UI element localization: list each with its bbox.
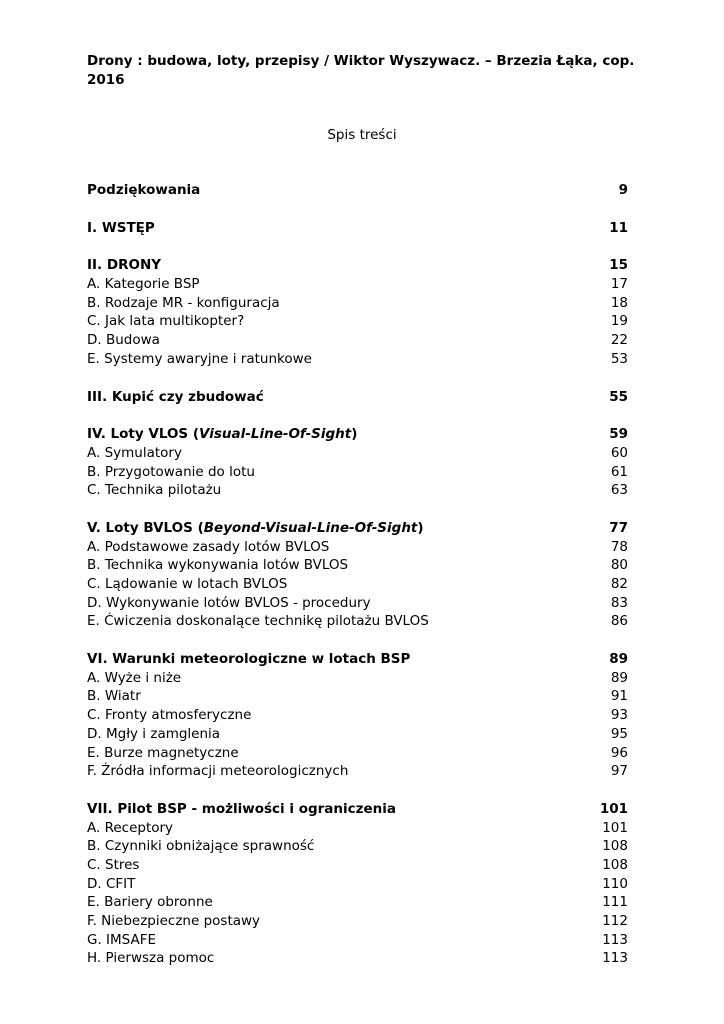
toc-entry-page-number: 93 (610, 707, 628, 724)
toc-entry-page-number: 91 (610, 688, 628, 705)
toc-entry-page-number: 82 (610, 576, 628, 592)
toc-entry-row (87, 893, 628, 912)
toc-entry-page-number: 108 (602, 856, 628, 873)
toc-entry-label: E. Burze magnetyczne (87, 744, 239, 761)
toc-chapter-row (87, 256, 628, 275)
toc-title: Spis treści (327, 127, 397, 143)
toc-entry-page-number: 112 (602, 913, 628, 929)
toc-section (87, 181, 628, 200)
toc-chapter-label: III. Kupić czy zbudować (87, 388, 264, 405)
toc-entry-page-number: 89 (610, 669, 628, 686)
toc-entry-page-number: 80 (610, 557, 628, 574)
toc-entry-page-number: 83 (610, 594, 628, 611)
toc-entry-label: H. Pierwsza pomoc (87, 950, 215, 967)
toc-entry-page-number: 95 (610, 725, 628, 742)
toc-entry-page-number: 63 (610, 482, 628, 499)
toc-chapter-label-suffix: ) (417, 519, 424, 536)
toc-entry-row (87, 762, 628, 781)
toc-entry-label: A. Podstawowe zasady lotów BVLOS (87, 538, 330, 555)
toc-entry-row (87, 463, 628, 482)
toc-entry-label: A. Symulatory (87, 444, 182, 461)
toc-entry-row (87, 294, 628, 313)
toc-entry-label: B. Czynniki obniżające sprawność (87, 838, 315, 855)
toc-entry-label: D. Budowa (87, 332, 160, 349)
toc-chapter-label-italic: Beyond-Visual-Line-Of-Sight (203, 519, 418, 536)
toc-entry-page-number: 108 (602, 838, 628, 855)
toc-entry-page-number: 101 (602, 819, 628, 836)
toc-entry-label: C. Fronty atmosferyczne (87, 707, 252, 724)
toc-entry-label: B. Wiatr (87, 688, 141, 705)
toc-entry-label: G. IMSAFE (87, 931, 157, 948)
toc-entry-page-number: 113 (602, 950, 628, 967)
toc-chapter-label (87, 425, 609, 444)
toc-entry-row (87, 725, 628, 744)
toc-section (87, 519, 628, 631)
toc-entry-row (87, 949, 628, 968)
toc-entry-label: A. Kategorie BSP (87, 276, 200, 293)
toc-chapter-label: VI. Warunki meteorologiczne w lotach BSP (87, 651, 411, 668)
toc-chapter-row (87, 519, 628, 538)
toc-entry-label: D. CFIT (87, 875, 136, 892)
toc-entry-page-number: 17 (610, 276, 628, 293)
toc-entry-label: B. Rodzaje MR - konfiguracja (87, 294, 280, 311)
toc-chapter-page-number: 59 (609, 426, 628, 443)
toc-entry-row (87, 575, 628, 594)
toc-entry-page-number: 111 (602, 894, 628, 911)
toc-entry-page-number: 78 (610, 538, 628, 555)
toc-chapter-page-number: 11 (609, 219, 628, 236)
toc-entry-row (87, 312, 628, 331)
toc-chapter-label: I. WSTĘP (87, 219, 155, 236)
toc-entry-row (87, 612, 628, 631)
toc-chapter-page-number: 101 (599, 800, 628, 817)
toc-entry-row (87, 594, 628, 613)
toc-entry-label: C. Stres (87, 856, 140, 873)
toc-entry-page-number: 110 (602, 875, 628, 892)
toc-chapter-row (87, 388, 628, 407)
toc-entry-page-number: 61 (610, 463, 628, 480)
toc-entry-row (87, 744, 628, 763)
toc-entry-label: E. Systemy awaryjne i ratunkowe (87, 350, 312, 367)
toc-chapter-page-number: 89 (609, 651, 628, 668)
toc-entry-row (87, 875, 628, 894)
toc-entry-row (87, 819, 628, 838)
bibliographic-header: Drony : budowa, loty, przepisy / Wiktor Wyszywacz. – Brzezia Łąka, cop. 2016 (87, 53, 635, 88)
toc-section (87, 800, 628, 968)
toc-entry-label: D. Wykonywanie lotów BVLOS - procedury (87, 594, 371, 611)
toc-chapter-row (87, 181, 628, 200)
toc-entry-page-number: 19 (610, 313, 628, 330)
toc-entry-label: C. Technika pilotażu (87, 482, 222, 499)
toc-entry-row (87, 444, 628, 463)
toc-entry-page-number: 60 (610, 444, 628, 461)
toc-entry-page-number: 113 (602, 931, 628, 948)
toc-entry-row (87, 538, 628, 557)
toc-chapter-label: VII. Pilot BSP - możliwości i ograniczenia (87, 800, 397, 817)
table-of-contents (87, 181, 628, 987)
toc-entry-label: A. Receptory (87, 819, 174, 836)
toc-entry-row (87, 687, 628, 706)
toc-entry-label: F. Niebezpieczne postawy (87, 913, 261, 929)
toc-section (87, 219, 628, 238)
toc-entry-row (87, 481, 628, 500)
toc-entry-label: A. Wyże i niże (87, 669, 182, 686)
toc-entry-label: E. Bariery obronne (87, 894, 213, 911)
toc-entry-row (87, 556, 628, 575)
toc-entry-row (87, 669, 628, 688)
toc-entry-row (87, 275, 628, 294)
toc-section (87, 256, 628, 368)
toc-entry-label: C. Lądowanie w lotach BVLOS (87, 576, 288, 592)
toc-chapter-page-number: 77 (609, 519, 628, 536)
toc-chapter-page-number: 15 (609, 257, 628, 274)
toc-chapter-label-prefix: IV. Loty VLOS ( (87, 426, 200, 443)
toc-entry-label: C. Jak lata multikopter? (87, 313, 245, 330)
toc-chapter-label-suffix: ) (351, 426, 358, 443)
toc-chapter-row (87, 800, 628, 819)
toc-entry-row (87, 350, 628, 369)
toc-entry-row (87, 706, 628, 725)
toc-chapter-row (87, 425, 628, 444)
toc-chapter-page-number: 55 (609, 388, 628, 405)
toc-chapter-row (87, 650, 628, 669)
toc-chapter-label (87, 519, 609, 538)
toc-entry-row (87, 912, 628, 931)
toc-entry-label: F. Źródła informacji meteorologicznych (87, 763, 349, 780)
toc-entry-label: D. Mgły i zamglenia (87, 725, 221, 742)
toc-entry-page-number: 86 (610, 613, 628, 630)
toc-entry-page-number: 53 (610, 350, 628, 367)
toc-entry-row (87, 331, 628, 350)
toc-chapter-label: Podziękowania (87, 182, 201, 198)
toc-chapter-page-number: 9 (618, 182, 628, 198)
toc-entry-page-number: 96 (610, 744, 628, 761)
toc-entry-label: B. Technika wykonywania lotów BVLOS (87, 557, 349, 574)
toc-entry-label: E. Ćwiczenia doskonalące technikę pilotażu BVLOS (87, 613, 429, 630)
toc-entry-page-number: 18 (610, 294, 628, 311)
toc-chapter-label-italic: Visual-Line-Of-Sight (199, 426, 352, 443)
toc-chapter-label: II. DRONY (87, 257, 162, 274)
toc-entry-row (87, 856, 628, 875)
toc-chapter-row (87, 219, 628, 238)
toc-section (87, 388, 628, 407)
toc-chapter-label-prefix: V. Loty BVLOS ( (87, 519, 204, 536)
toc-entry-label: B. Przygotowanie do lotu (87, 463, 255, 480)
toc-section (87, 425, 628, 500)
toc-entry-page-number: 97 (610, 763, 628, 780)
toc-entry-row (87, 931, 628, 950)
toc-entry-page-number: 22 (610, 332, 628, 349)
toc-section (87, 650, 628, 781)
toc-entry-row (87, 837, 628, 856)
